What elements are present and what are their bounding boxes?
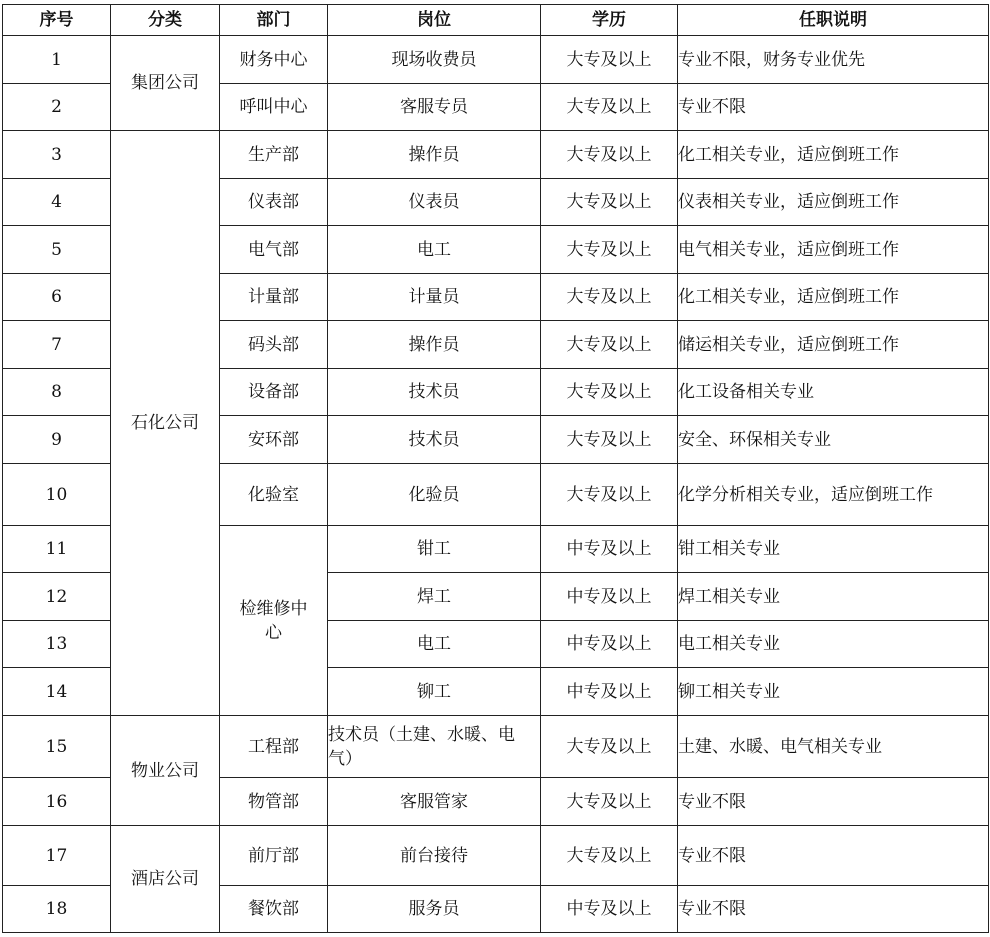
row-no: 1 (3, 36, 111, 84)
education-cell: 中专及以上 (541, 886, 678, 933)
position-cell: 客服专员 (328, 84, 541, 131)
table-row (3, 716, 989, 778)
position-cell: 铆工 (328, 668, 541, 716)
header-department: 部门 (220, 5, 328, 36)
department-cell: 餐饮部 (220, 886, 328, 933)
header-row (3, 5, 989, 36)
education-cell: 大专及以上 (541, 321, 678, 369)
requirement-cell: 电工相关专业 (678, 621, 989, 668)
position-cell: 技术员 (328, 416, 541, 464)
header-requirement: 任职说明 (678, 5, 989, 36)
position-cell: 前台接待 (328, 826, 541, 886)
row-no: 12 (3, 573, 111, 621)
education-cell: 大专及以上 (541, 464, 678, 526)
row-no: 9 (3, 416, 111, 464)
department-cell: 前厅部 (220, 826, 328, 886)
row-no: 17 (3, 826, 111, 886)
table-row (3, 826, 989, 886)
requirement-cell: 专业不限，财务专业优先 (678, 36, 989, 84)
row-no: 7 (3, 321, 111, 369)
education-cell: 中专及以上 (541, 573, 678, 621)
department-cell: 化验室 (220, 464, 328, 526)
row-no: 14 (3, 668, 111, 716)
row-no: 16 (3, 778, 111, 826)
requirement-cell: 专业不限 (678, 886, 989, 933)
requirement-cell: 专业不限 (678, 778, 989, 826)
department-cell: 财务中心 (220, 36, 328, 84)
department-cell: 检维修中心 (220, 526, 328, 716)
position-cell: 化验员 (328, 464, 541, 526)
education-cell: 大专及以上 (541, 226, 678, 274)
position-cell: 仪表员 (328, 179, 541, 226)
department-cell: 电气部 (220, 226, 328, 274)
requirement-cell: 电气相关专业，适应倒班工作 (678, 226, 989, 274)
row-no: 8 (3, 369, 111, 416)
recruitment-table (2, 4, 989, 933)
requirement-cell: 化学分析相关专业，适应倒班工作 (678, 464, 989, 526)
position-cell: 钳工 (328, 526, 541, 573)
position-cell: 计量员 (328, 274, 541, 321)
requirement-cell: 铆工相关专业 (678, 668, 989, 716)
position-cell: 焊工 (328, 573, 541, 621)
education-cell: 大专及以上 (541, 131, 678, 179)
category-cell: 石化公司 (111, 131, 220, 716)
row-no: 2 (3, 84, 111, 131)
header-category: 分类 (111, 5, 220, 36)
position-cell: 技术员（土建、水暖、电气） (328, 716, 541, 778)
category-cell: 集团公司 (111, 36, 220, 131)
department-cell: 仪表部 (220, 179, 328, 226)
education-cell: 大专及以上 (541, 826, 678, 886)
department-cell: 生产部 (220, 131, 328, 179)
department-cell: 安环部 (220, 416, 328, 464)
education-cell: 大专及以上 (541, 36, 678, 84)
category-cell: 酒店公司 (111, 826, 220, 933)
education-cell: 大专及以上 (541, 274, 678, 321)
education-cell: 大专及以上 (541, 716, 678, 778)
requirement-cell: 焊工相关专业 (678, 573, 989, 621)
requirement-cell: 化工设备相关专业 (678, 369, 989, 416)
requirement-cell: 仪表相关专业，适应倒班工作 (678, 179, 989, 226)
category-cell: 物业公司 (111, 716, 220, 826)
requirement-cell: 土建、水暖、电气相关专业 (678, 716, 989, 778)
requirement-cell: 储运相关专业，适应倒班工作 (678, 321, 989, 369)
department-cell: 呼叫中心 (220, 84, 328, 131)
position-cell: 操作员 (328, 321, 541, 369)
requirement-cell: 专业不限 (678, 84, 989, 131)
department-cell: 工程部 (220, 716, 328, 778)
row-no: 11 (3, 526, 111, 573)
department-cell: 设备部 (220, 369, 328, 416)
department-cell: 码头部 (220, 321, 328, 369)
position-cell: 电工 (328, 226, 541, 274)
header-position: 岗位 (328, 5, 541, 36)
position-cell: 操作员 (328, 131, 541, 179)
department-cell: 计量部 (220, 274, 328, 321)
education-cell: 大专及以上 (541, 179, 678, 226)
position-cell: 电工 (328, 621, 541, 668)
position-cell: 现场收费员 (328, 36, 541, 84)
requirement-cell: 专业不限 (678, 826, 989, 886)
education-cell: 中专及以上 (541, 621, 678, 668)
position-cell: 技术员 (328, 369, 541, 416)
position-cell: 服务员 (328, 886, 541, 933)
education-cell: 大专及以上 (541, 416, 678, 464)
row-no: 15 (3, 716, 111, 778)
header-education: 学历 (541, 5, 678, 36)
table-row (3, 36, 989, 84)
row-no: 10 (3, 464, 111, 526)
requirement-cell: 化工相关专业，适应倒班工作 (678, 274, 989, 321)
requirement-cell: 化工相关专业，适应倒班工作 (678, 131, 989, 179)
education-cell: 中专及以上 (541, 526, 678, 573)
row-no: 4 (3, 179, 111, 226)
education-cell: 大专及以上 (541, 778, 678, 826)
row-no: 5 (3, 226, 111, 274)
row-no: 3 (3, 131, 111, 179)
header-no: 序号 (3, 5, 111, 36)
department-cell: 物管部 (220, 778, 328, 826)
requirement-cell: 安全、环保相关专业 (678, 416, 989, 464)
row-no: 13 (3, 621, 111, 668)
position-cell: 客服管家 (328, 778, 541, 826)
education-cell: 大专及以上 (541, 84, 678, 131)
education-cell: 大专及以上 (541, 369, 678, 416)
education-cell: 中专及以上 (541, 668, 678, 716)
table-row (3, 131, 989, 179)
requirement-cell: 钳工相关专业 (678, 526, 989, 573)
row-no: 18 (3, 886, 111, 933)
row-no: 6 (3, 274, 111, 321)
